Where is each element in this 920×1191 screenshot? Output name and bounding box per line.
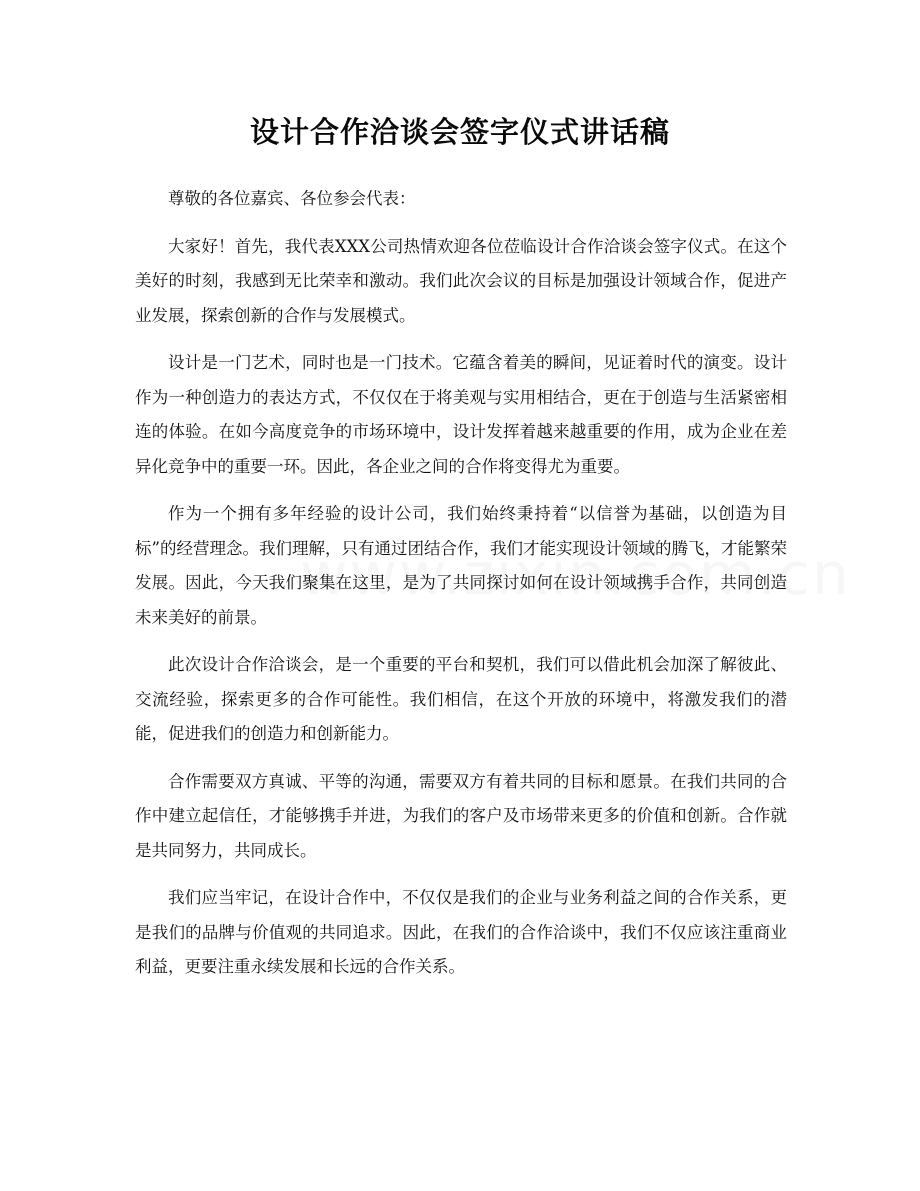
paragraph: 我们应当牢记，在设计合作中，不仅仅是我们的企业与业务利益之间的合作关系，更是我们的品牌与价值观的共同追求。因此，在我们的合作洽谈中，我们不仅应该注重商业利益，更要注重永续发展和长远的合作关系。 — [135, 888, 787, 976]
document-body — [135, 182, 787, 998]
page-title: 设计合作洽谈会签字仪式讲话稿 — [249, 115, 670, 149]
paragraph: 合作需要双方真诚、平等的沟通，需要双方有着共同的目标和愿景。在我们共同的合作中建立起信任，才能够携手并进，为我们的客户及市场带来更多的价值和创新。合作就是共同努力，共同成长。 — [135, 771, 787, 860]
paragraph: 设计是一门艺术，同时也是一门技术。它蕴含着美的瞬间，见证着时代的演变。设计作为一种创造力的表达方式，不仅仅在于将美观与实用相结合，更在于创造与生活紧密相连的体验。在如今高度竞争的市场环境中，设计发挥着越来越重要的作用，成为企业在差异化竞争中的重要一环。因此，各企业之间的合作将变得尤为重要。 — [135, 353, 787, 476]
paragraph: 大家好！首先，我代表XXX公司热情欢迎各位莅临设计合作洽谈会签字仪式。在这个美好的时刻，我感到无比荣幸和激动。我们此次会议的目标是加强设计领域合作，促进产业发展，探索创新的合作与发展模式。 — [135, 236, 787, 325]
paragraph: 作为一个拥有多年经验的设计公司，我们始终秉持着“以信誉为基础，以创造为目标”的经营理念。我们理解，只有通过团结合作，我们才能实现设计领域的腾飞，才能繁荣发展。因此，今天我们聚集在这里，是为了共同探讨如何在设计领域携手合作，共同创造未来美好的前景。 — [135, 504, 787, 627]
paragraph: 此次设计合作洽谈会，是一个重要的平台和契机，我们可以借此机会加深了解彼此、交流经验，探索更多的合作可能性。我们相信，在这个开放的环境中，将激发我们的潜能，促进我们的创造力和创新能力。 — [135, 655, 787, 743]
greeting: 尊敬的各位嘉宾、各位参会代表： — [168, 189, 416, 208]
